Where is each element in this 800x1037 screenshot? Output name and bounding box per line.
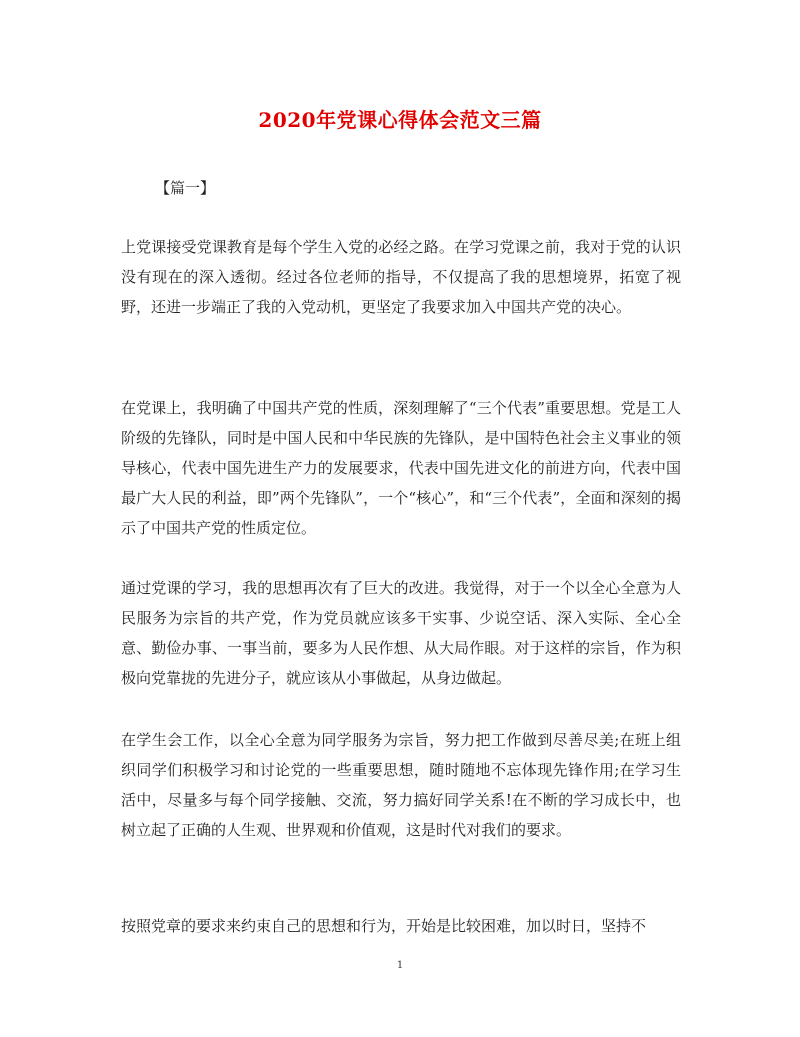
page-number: 1 (396, 960, 404, 971)
paragraph-2: 在党课上，我明确了中国共产党的性质，深刻理解了“三个代表”重要思想。党是工人阶级的先锋队，同时是中国人民和中华民族的先锋队，是中国特色社会主义事业的领导核心，代表中国先进生产力的发展要求，代表中国先进文化的前进方向，代表中国最广大人民的利益，即”两个先锋队”，一个“核心”，和“三个代表”，全面和深刻的揭示了中国共产党的性质定位。 (121, 399, 681, 537)
paragraph-3: 通过党课的学习，我的思想再次有了巨大的改进。我觉得，对于一个以全心全意为人民服务为宗旨的共产党，作为党员就应该多干实事、少说空话、深入实际、全心全意、勤俭办事、一事当前，要多为人民作想、从大局作眼。对于这样的宗旨，作为积极向党靠拢的先进分子，就应该从小事做起，从身边做起。 (121, 579, 681, 687)
section-heading: 【篇一】 (155, 179, 216, 197)
paragraph-4: 在学生会工作，以全心全意为同学服务为宗旨，努力把工作做到尽善尽美;在班上组织同学们积极学习和讨论党的一些重要思想，随时随地不忘体现先锋作用;在学习生活中，尽量多与每个同学接触、交流，努力搞好同学关系!在不断的学习成长中，也树立起了正确的人生观、世界观和价值观，这是时代对我们的要求。 (121, 731, 681, 839)
paragraph-1: 上党课接受党课教育是每个学生入党的必经之路。在学习党课之前，我对于党的认识没有现在的深入透彻。经过各位老师的指导，不仅提高了我的思想境界，拓宽了视野，还进一步端正了我的入党动机，更坚定了我要求加入中国共产党的决心。 (121, 238, 681, 316)
paragraph-5: 按照党章的要求来约束自己的思想和行为，开始是比较困难，加以时日，坚持不 (121, 917, 647, 935)
document-title: 2020年党课心得体会范文三篇 (258, 108, 542, 132)
